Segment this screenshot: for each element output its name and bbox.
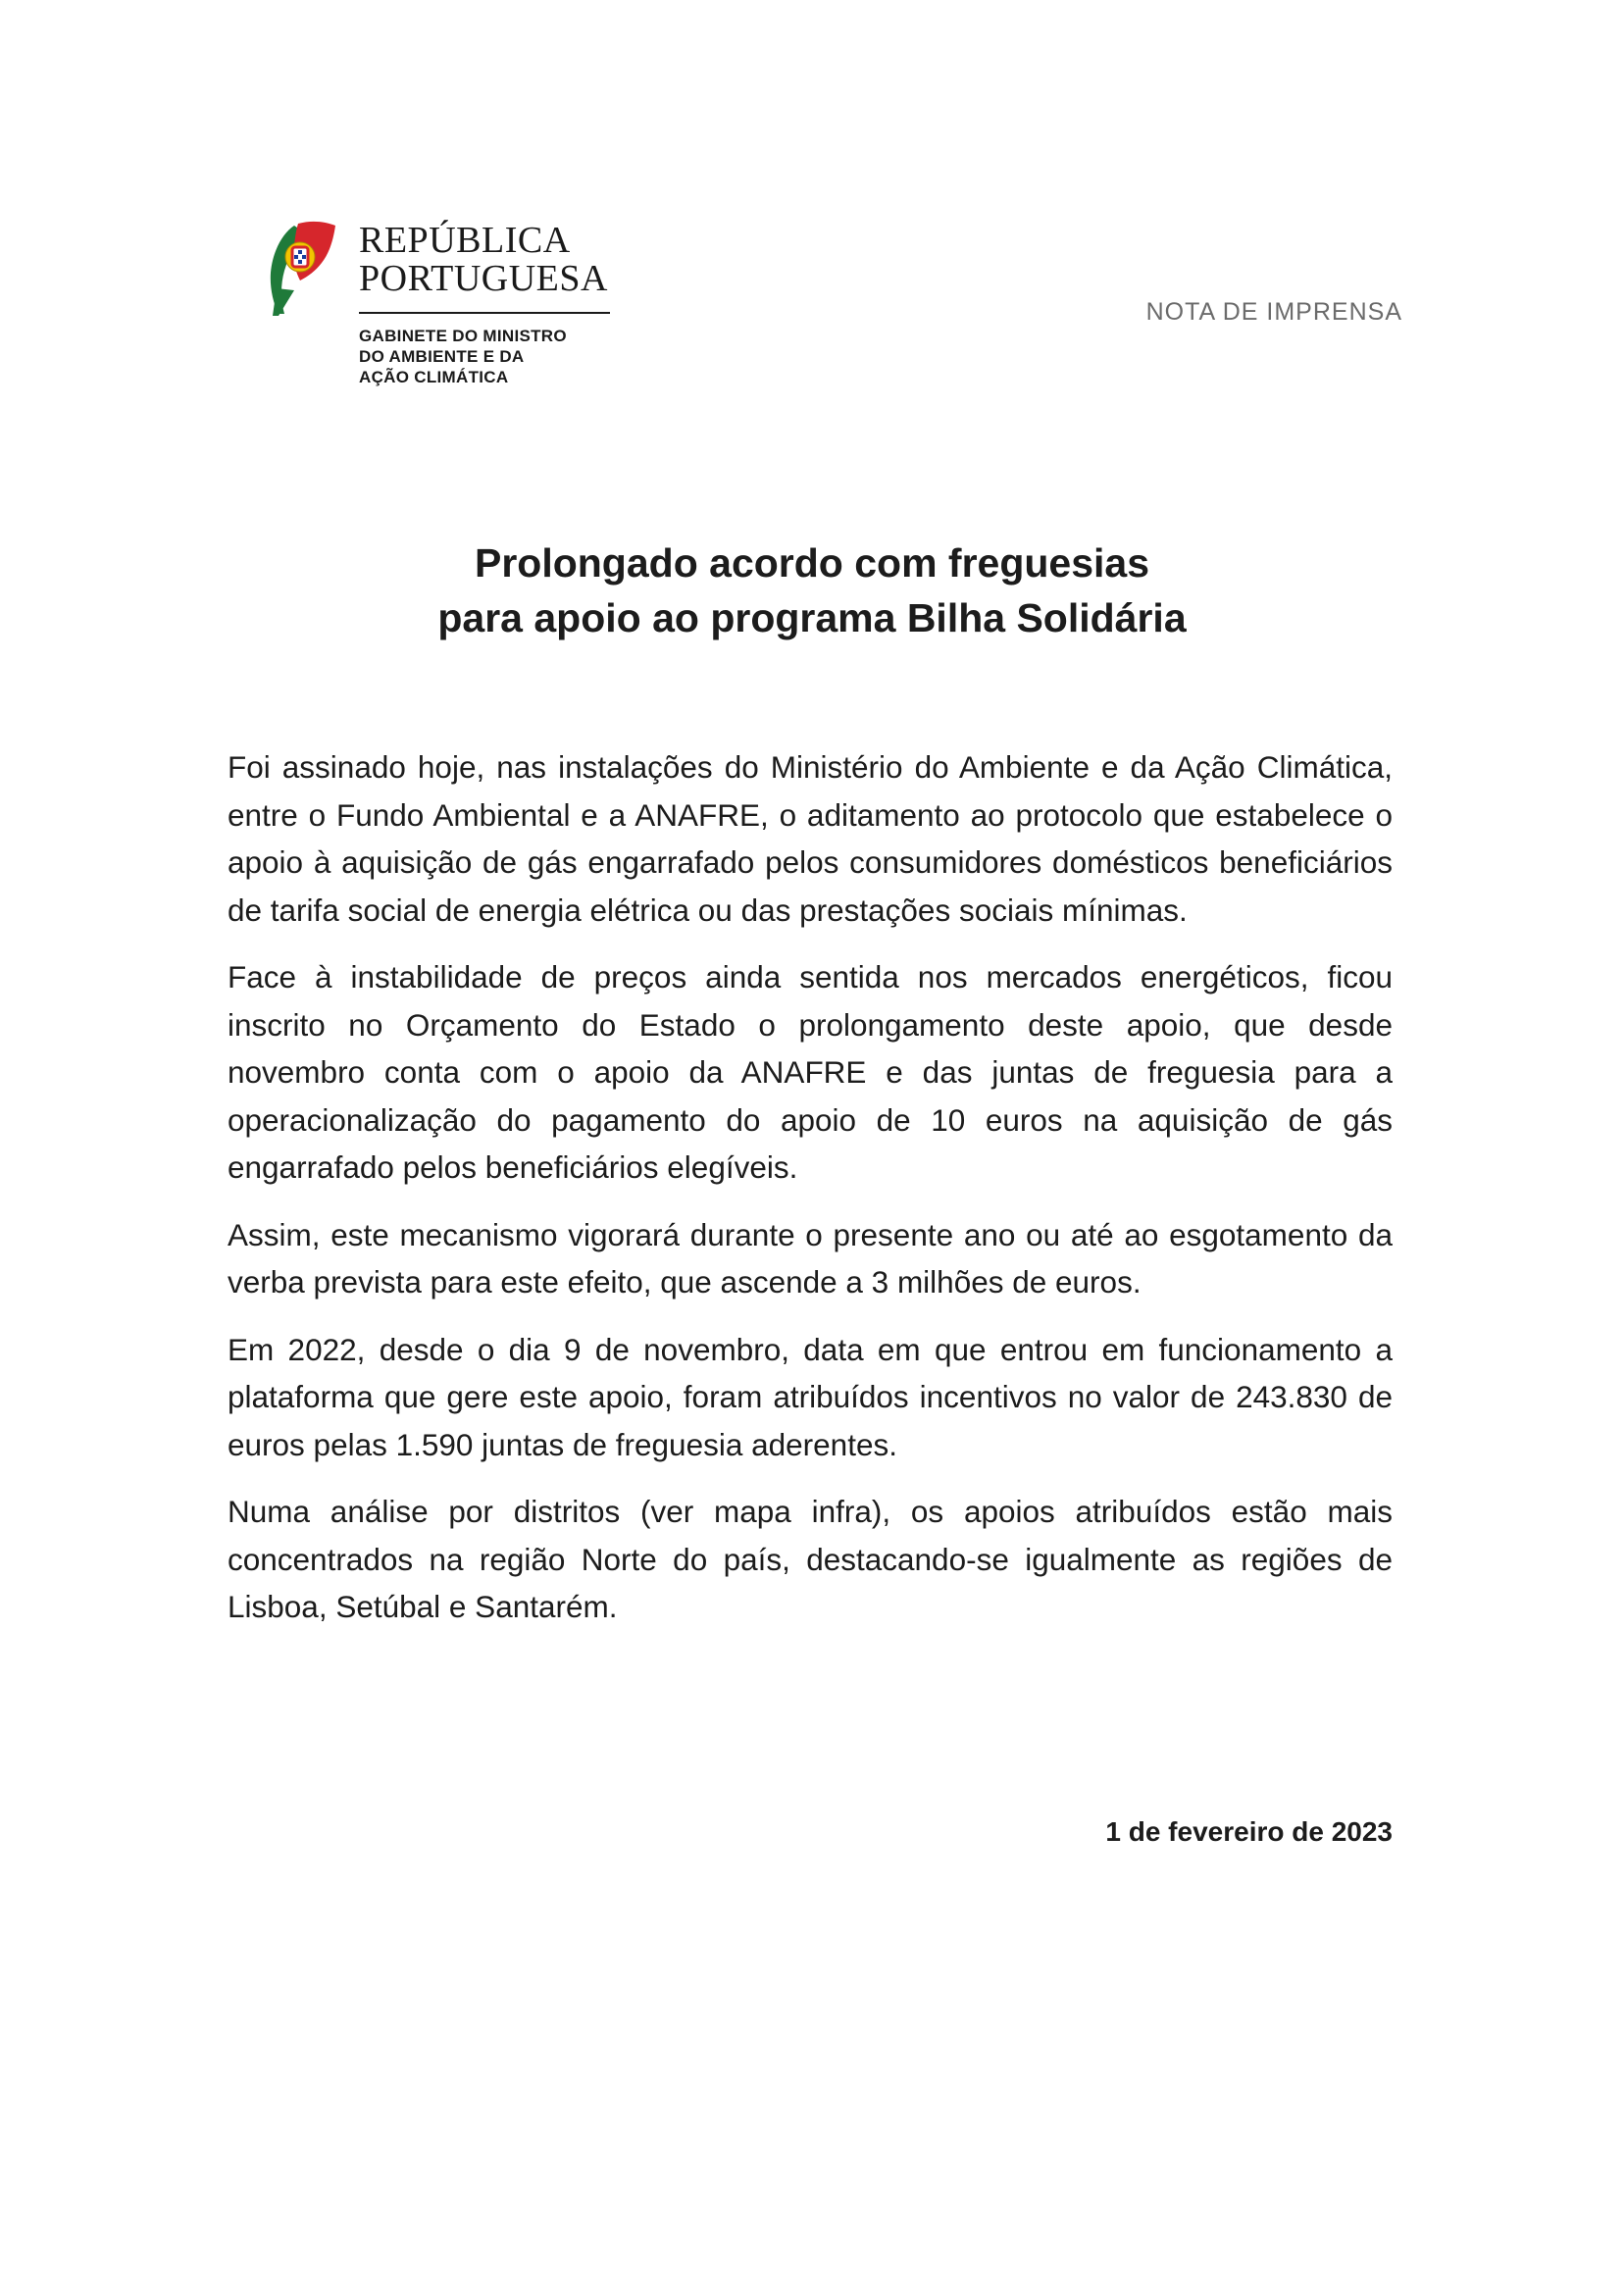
- page-title: [0, 535, 1624, 645]
- paragraph: Face à instabilidade de preços ainda sentida nos mercados energéticos, ficou inscrito no Orçamento do Estado o prolongamento deste apoio, que desde novembro conta com o apoio da ANAFRE e das juntas de freguesia para a operacionalização do pagamento do apoio de 10 euros na aquisição de gás engarrafado pelos beneficiários elegíveis.: [228, 959, 1393, 1185]
- paragraph: Assim, este mecanismo vigorará durante o presente ano ou até ao esgotamento da verba prevista para este efeito, que ascende a 3 milhões de euros.: [228, 1216, 1393, 1300]
- release-date: 1 de fevereiro de 2023: [1105, 1816, 1393, 1847]
- paragraph: Foi assinado hoje, nas instalações do Ministério do Ambiente e da Ação Climática, entre o Fundo Ambiental e a ANAFRE, o aditamento ao protocolo que estabelece o apoio à aquisição de gás engarrafado pelos consumidores domésticos beneficiários de tarifa social de energia elétrica ou das prestações sociais mínimas.: [228, 749, 1393, 928]
- paragraph: Em 2022, desde o dia 9 de novembro, data em que entrou em funcionamento a plataforma que gere este apoio, foram atribuídos incentivos no valor de 243.830 de euros pelas 1.590 juntas de freguesia aderentes.: [228, 1331, 1393, 1462]
- title-line-2: para apoio ao programa Bilha Solidária: [437, 595, 1187, 640]
- republic-name: [359, 222, 608, 298]
- paragraph: Numa análise por distritos (ver mapa infra), os apoios atribuídos estão mais concentrados na região Norte do país, destacando-se igualmente as regiões de Lisboa, Setúbal e Santarém.: [228, 1494, 1393, 1624]
- office-line-2: DO AMBIENTE E DA: [359, 347, 525, 366]
- press-note-label: NOTA DE IMPRENSA: [1145, 298, 1402, 326]
- ministry-office: [359, 326, 567, 387]
- title-line-1: Prolongado acordo com freguesias: [474, 540, 1150, 586]
- logo-line-1: REPÚBLICA: [359, 220, 571, 261]
- portugal-emblem-icon: [265, 218, 339, 316]
- office-line-3: AÇÃO CLIMÁTICA: [359, 368, 509, 386]
- office-line-1: GABINETE DO MINISTRO: [359, 327, 567, 345]
- logo-line-2: PORTUGUESA: [359, 258, 608, 299]
- logo-divider: [359, 312, 610, 314]
- article-body: [228, 743, 1393, 1651]
- government-logo: [265, 218, 618, 394]
